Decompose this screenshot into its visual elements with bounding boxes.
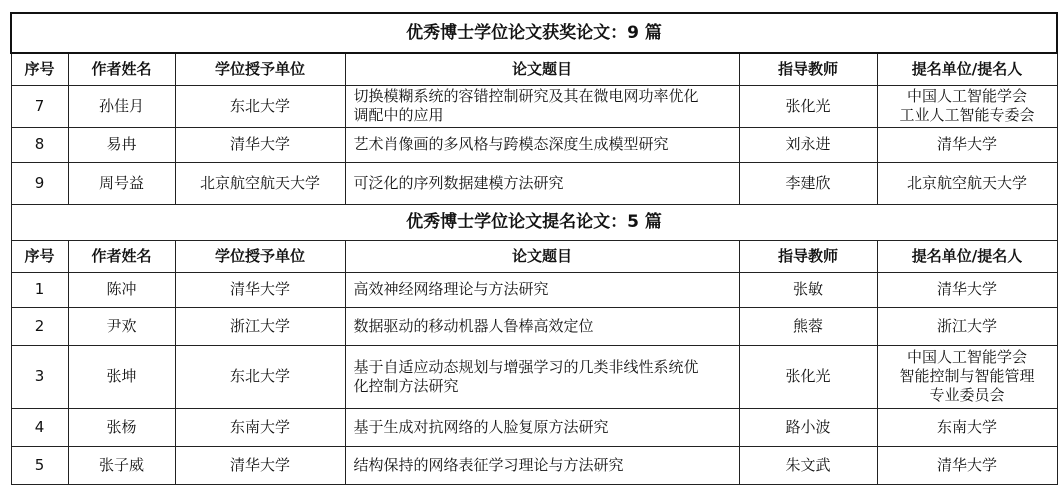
row-no: 8 [11, 127, 68, 162]
row-nominator: 清华大学 [877, 272, 1057, 307]
table-row [11, 446, 1057, 484]
table-row [11, 345, 1057, 408]
row-nominator: 北京航空航天大学 [877, 162, 1057, 204]
nominee-section-title: 优秀博士学位论文提名论文：5 篇 [11, 204, 1057, 240]
header-row [11, 53, 1057, 85]
header-institution: 学位授予单位 [175, 53, 345, 85]
row-advisor: 张化光 [739, 85, 877, 127]
row-institution: 东北大学 [175, 85, 345, 127]
row-nominator: 清华大学 [877, 127, 1057, 162]
row-title: 切换模糊系统的容错控制研究及其在微电网功率优化 调配中的应用 [345, 85, 739, 127]
thesis-award-table [10, 12, 1058, 485]
header-author: 作者姓名 [68, 53, 175, 85]
table-row [11, 272, 1057, 307]
row-nominator: 东南大学 [877, 408, 1057, 446]
row-title: 可泛化的序列数据建模方法研究 [345, 162, 739, 204]
table-row [11, 307, 1057, 345]
row-title: 基于生成对抗网络的人脸复原方法研究 [345, 408, 739, 446]
row-title: 数据驱动的移动机器人鲁棒高效定位 [345, 307, 739, 345]
header-advisor: 指导教师 [739, 53, 877, 85]
header-nominator: 提名单位/提名人 [877, 53, 1057, 85]
header-nominator: 提名单位/提名人 [877, 240, 1057, 272]
row-advisor: 路小波 [739, 408, 877, 446]
row-title: 艺术肖像画的多风格与跨模态深度生成模型研究 [345, 127, 739, 162]
row-nominator: 中国人工智能学会 智能控制与智能管理 专业委员会 [877, 345, 1057, 408]
row-advisor: 李建欣 [739, 162, 877, 204]
row-institution: 清华大学 [175, 272, 345, 307]
row-nominator: 清华大学 [877, 446, 1057, 484]
row-author: 孙佳月 [68, 85, 175, 127]
row-author: 易冉 [68, 127, 175, 162]
award-section-title: 优秀博士学位论文获奖论文：9 篇 [11, 13, 1057, 53]
row-author: 周号益 [68, 162, 175, 204]
table-row [11, 162, 1057, 204]
row-no: 4 [11, 408, 68, 446]
header-advisor: 指导教师 [739, 240, 877, 272]
row-author: 陈冲 [68, 272, 175, 307]
table-row [11, 408, 1057, 446]
row-nominator: 浙江大学 [877, 307, 1057, 345]
row-no: 1 [11, 272, 68, 307]
row-advisor: 熊蓉 [739, 307, 877, 345]
row-advisor: 张敏 [739, 272, 877, 307]
header-title: 论文题目 [345, 53, 739, 85]
table-row [11, 127, 1057, 162]
row-title: 高效神经网络理论与方法研究 [345, 272, 739, 307]
row-institution: 北京航空航天大学 [175, 162, 345, 204]
row-no: 2 [11, 307, 68, 345]
header-title: 论文题目 [345, 240, 739, 272]
row-author: 张子威 [68, 446, 175, 484]
row-author: 尹欢 [68, 307, 175, 345]
row-no: 7 [11, 85, 68, 127]
row-institution: 清华大学 [175, 446, 345, 484]
row-advisor: 张化光 [739, 345, 877, 408]
header-institution: 学位授予单位 [175, 240, 345, 272]
row-title: 结构保持的网络表征学习理论与方法研究 [345, 446, 739, 484]
row-institution: 东南大学 [175, 408, 345, 446]
row-title: 基于自适应动态规划与增强学习的几类非线性系统优 化控制方法研究 [345, 345, 739, 408]
row-nominator: 中国人工智能学会 工业人工智能专委会 [877, 85, 1057, 127]
row-no: 9 [11, 162, 68, 204]
header-author: 作者姓名 [68, 240, 175, 272]
header-no: 序号 [11, 240, 68, 272]
row-institution: 东北大学 [175, 345, 345, 408]
row-author: 张杨 [68, 408, 175, 446]
row-no: 5 [11, 446, 68, 484]
row-institution: 清华大学 [175, 127, 345, 162]
row-institution: 浙江大学 [175, 307, 345, 345]
row-advisor: 刘永进 [739, 127, 877, 162]
row-author: 张坤 [68, 345, 175, 408]
table-row [11, 85, 1057, 127]
row-advisor: 朱文武 [739, 446, 877, 484]
header-row [11, 240, 1057, 272]
row-no: 3 [11, 345, 68, 408]
header-no: 序号 [11, 53, 68, 85]
